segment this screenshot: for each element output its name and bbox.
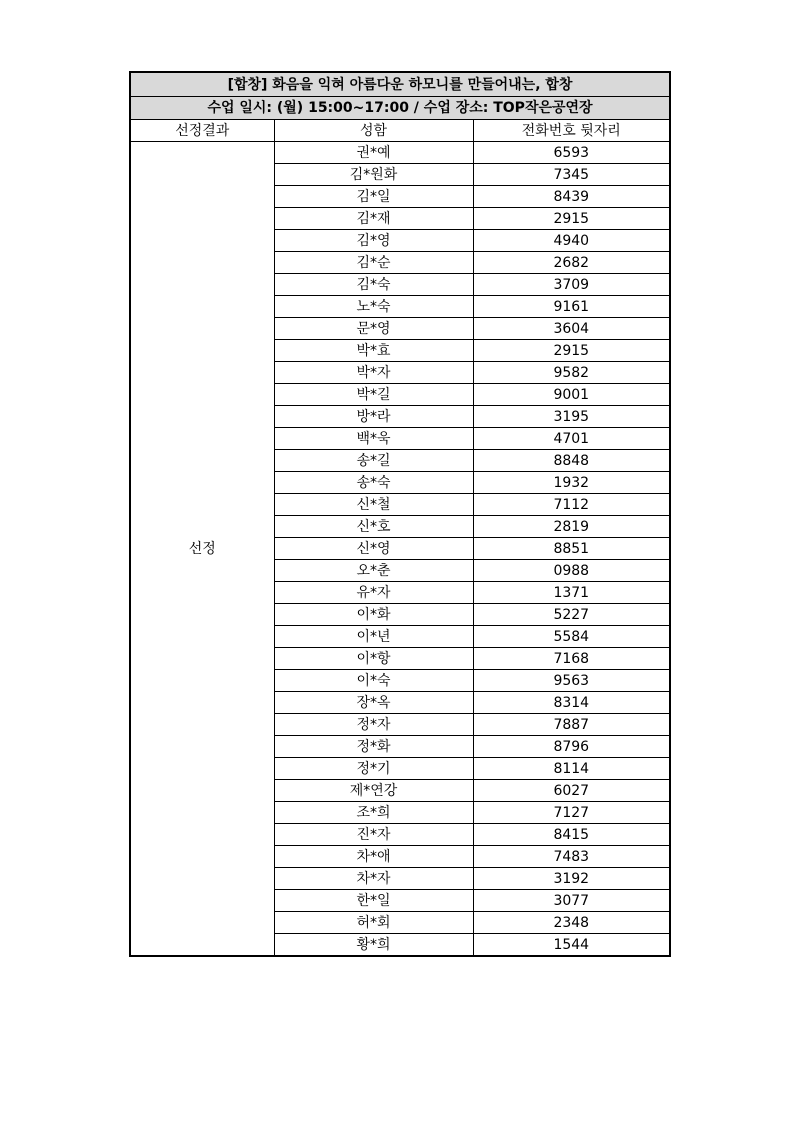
phone-suffix-cell: 6593 (473, 142, 670, 164)
phone-suffix-cell: 3604 (473, 318, 670, 340)
phone-suffix-cell: 7112 (473, 494, 670, 516)
phone-suffix-cell: 8114 (473, 758, 670, 780)
name-cell: 김*재 (274, 208, 473, 230)
phone-suffix-cell: 9582 (473, 362, 670, 384)
phone-suffix-cell: 8848 (473, 450, 670, 472)
name-cell: 박*효 (274, 340, 473, 362)
name-cell: 노*숙 (274, 296, 473, 318)
name-cell: 제*연강 (274, 780, 473, 802)
phone-suffix-cell: 3192 (473, 868, 670, 890)
name-cell: 장*옥 (274, 692, 473, 714)
phone-suffix-cell: 8439 (473, 186, 670, 208)
phone-suffix-cell: 7483 (473, 846, 670, 868)
phone-suffix-cell: 8796 (473, 736, 670, 758)
column-header-row (130, 120, 670, 142)
column-header-result: 선정결과 (130, 120, 274, 142)
name-cell: 문*영 (274, 318, 473, 340)
phone-suffix-cell: 1544 (473, 934, 670, 957)
name-cell: 김*원화 (274, 164, 473, 186)
name-cell: 김*숙 (274, 274, 473, 296)
name-cell: 차*애 (274, 846, 473, 868)
name-cell: 이*년 (274, 626, 473, 648)
phone-suffix-cell: 9563 (473, 670, 670, 692)
name-cell: 김*순 (274, 252, 473, 274)
title-row (130, 72, 670, 97)
name-cell: 조*희 (274, 802, 473, 824)
name-cell: 차*자 (274, 868, 473, 890)
phone-suffix-cell: 7887 (473, 714, 670, 736)
column-header-phone: 전화번호 뒷자리 (473, 120, 670, 142)
phone-suffix-cell: 3709 (473, 274, 670, 296)
name-cell: 김*영 (274, 230, 473, 252)
phone-suffix-cell: 8851 (473, 538, 670, 560)
name-cell: 정*기 (274, 758, 473, 780)
name-cell: 송*숙 (274, 472, 473, 494)
name-cell: 백*욱 (274, 428, 473, 450)
phone-suffix-cell: 5584 (473, 626, 670, 648)
phone-suffix-cell: 4701 (473, 428, 670, 450)
phone-suffix-cell: 7168 (473, 648, 670, 670)
phone-suffix-cell: 4940 (473, 230, 670, 252)
selection-result-cell: 선정 (130, 142, 274, 957)
phone-suffix-cell: 9001 (473, 384, 670, 406)
name-cell: 유*자 (274, 582, 473, 604)
table-body (130, 72, 670, 956)
selection-results-table (129, 71, 671, 957)
name-cell: 진*자 (274, 824, 473, 846)
phone-suffix-cell: 2915 (473, 208, 670, 230)
phone-suffix-cell: 1932 (473, 472, 670, 494)
name-cell: 박*자 (274, 362, 473, 384)
name-cell: 황*희 (274, 934, 473, 957)
name-cell: 신*철 (274, 494, 473, 516)
phone-suffix-cell: 3077 (473, 890, 670, 912)
phone-suffix-cell: 2915 (473, 340, 670, 362)
name-cell: 신*호 (274, 516, 473, 538)
document-title: [합창] 화음을 익혀 아름다운 하모니를 만들어내는, 합창 (130, 72, 670, 97)
phone-suffix-cell: 2348 (473, 912, 670, 934)
name-cell: 이*항 (274, 648, 473, 670)
phone-suffix-cell: 7345 (473, 164, 670, 186)
name-cell: 허*회 (274, 912, 473, 934)
name-cell: 한*일 (274, 890, 473, 912)
phone-suffix-cell: 8415 (473, 824, 670, 846)
column-header-name: 성함 (274, 120, 473, 142)
phone-suffix-cell: 6027 (473, 780, 670, 802)
name-cell: 송*길 (274, 450, 473, 472)
name-cell: 이*숙 (274, 670, 473, 692)
phone-suffix-cell: 5227 (473, 604, 670, 626)
phone-suffix-cell: 3195 (473, 406, 670, 428)
name-cell: 방*라 (274, 406, 473, 428)
name-cell: 정*화 (274, 736, 473, 758)
schedule-row (130, 97, 670, 120)
phone-suffix-cell: 2819 (473, 516, 670, 538)
phone-suffix-cell: 9161 (473, 296, 670, 318)
phone-suffix-cell: 8314 (473, 692, 670, 714)
name-cell: 신*영 (274, 538, 473, 560)
phone-suffix-cell: 1371 (473, 582, 670, 604)
name-cell: 김*일 (274, 186, 473, 208)
name-cell: 박*길 (274, 384, 473, 406)
phone-suffix-cell: 2682 (473, 252, 670, 274)
name-cell: 오*춘 (274, 560, 473, 582)
table-row (130, 142, 670, 164)
name-cell: 이*화 (274, 604, 473, 626)
phone-suffix-cell: 7127 (473, 802, 670, 824)
name-cell: 권*예 (274, 142, 473, 164)
class-schedule: 수업 일시: (월) 15:00~17:00 / 수업 장소: TOP작은공연장 (130, 97, 670, 120)
phone-suffix-cell: 0988 (473, 560, 670, 582)
name-cell: 정*자 (274, 714, 473, 736)
